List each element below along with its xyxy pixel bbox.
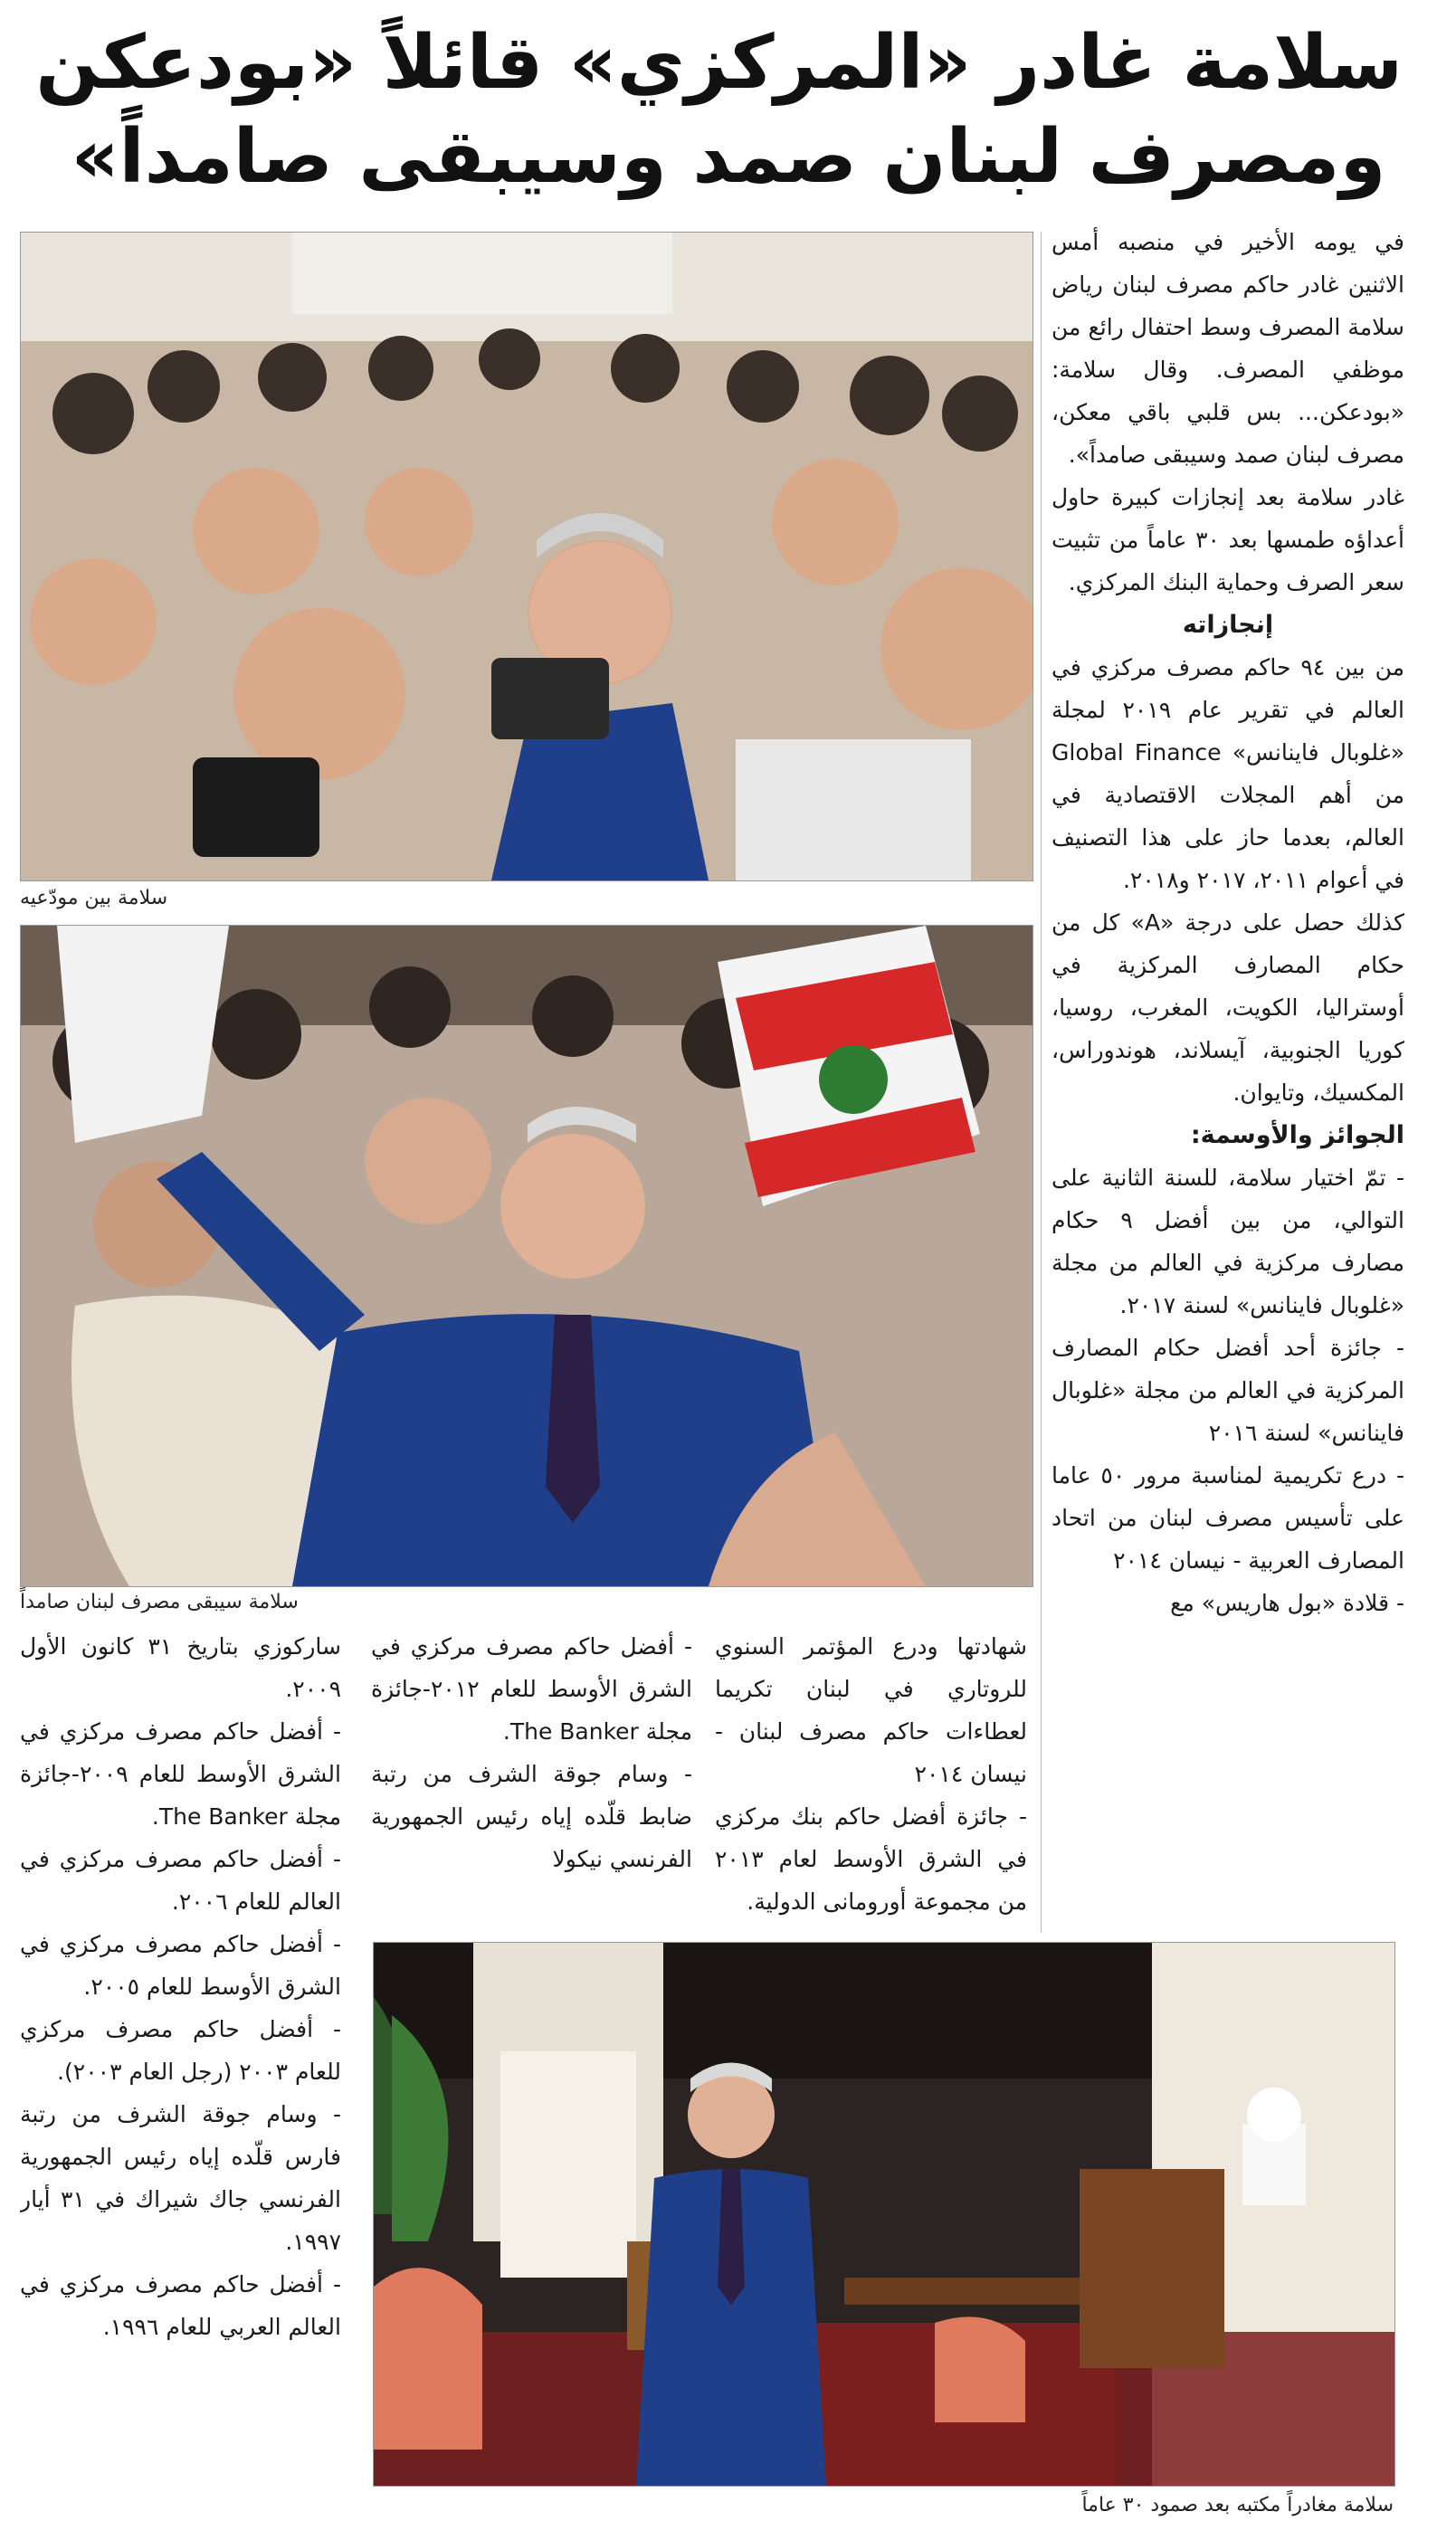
- right-paragraph-1: في يومه الأخير في منصبه أمس الاثنين غادر حاكم مصرف لبنان رياض سلامة المصرف وسط احتفال رائع من موظفي المصرف. وقال سلامة: «بودعكن... بس قلبي باقي معكن، مصرف لبنان صمد وسيبقى صامداً».: [1052, 229, 1404, 468]
- right-column: [1052, 221, 1404, 1922]
- headline: [35, 16, 1403, 205]
- crowd-photo-image: [21, 233, 1033, 880]
- achievements-heading: إنجازاته: [1182, 611, 1274, 639]
- award-2: - جائزة أحد أفضل حكام المصارف المركزية في العالم من مجلة «غلوبال فاينانس» لسنة ٢٠١٦: [1052, 1335, 1404, 1446]
- left-paragraph-7: - أفضل حاكم مصرف مركزي في العالم العربي للعام ١٩٩٦.: [20, 2271, 341, 2340]
- center-paragraph-1: - أفضل حاكم مصرف مركزي في الشرق الأوسط للعام ٢٠١٢-جائزة مجلة The Banker.: [371, 1633, 692, 1745]
- headline-line-2: ومصرف لبنان صمد وسيبقى صامداً»: [71, 114, 1386, 200]
- award-3: - درع تكريمية لمناسبة مرور ٥٠ عاما على تأسيس مصرف لبنان من اتحاد المصارف العربية - نيسان ٢٠١٤: [1052, 1462, 1404, 1574]
- caption-photo-crowd: سلامة بين مودّعيه: [20, 887, 168, 909]
- left-paragraph-3: - أفضل حاكم مصرف مركزي في العالم للعام ٢٠٠٦.: [20, 1846, 341, 1915]
- headline-line-1: سلامة غادر «المركزي» قائلاً «بودعكن: [35, 20, 1403, 106]
- office-photo-image: [374, 1943, 1394, 2486]
- middle-column: [715, 1625, 1027, 1924]
- left-paragraph-6: - وسام جوقة الشرف من رتبة فارس قلّده إياه رئيس الجمهورية الفرنسي جاك شيراك في ٣١ أيار ١٩٩٧.: [20, 2101, 341, 2255]
- center-column: [371, 1625, 692, 1924]
- photo-crowd: [20, 232, 1033, 881]
- left-paragraph-4: - أفضل حاكم مصرف مركزي في الشرق الأوسط للعام ٢٠٠٥.: [20, 1931, 341, 2000]
- middle-paragraph-2: - جائزة أفضل حاكم بنك مركزي في الشرق الأوسط لعام ٢٠١٣ من مجموعة أورومانى الدولية.: [715, 1803, 1027, 1915]
- middle-paragraph-1: شهادتها ودرع المؤتمر السنوي للروتاري في لبنان تكريما لعطاءات حاكم مصرف لبنان - نيسان ٢٠١٤: [715, 1633, 1027, 1787]
- photo-waving: [20, 925, 1033, 1587]
- left-column: [20, 1625, 341, 2512]
- left-paragraph-2: - أفضل حاكم مصرف مركزي في الشرق الأوسط للعام ٢٠٠٩-جائزة مجلة The Banker.: [20, 1718, 341, 1830]
- center-paragraph-2: - وسام جوقة الشرف من رتبة ضابط قلّده إياه رئيس الجمهورية الفرنسي نيكولا: [371, 1761, 692, 1872]
- left-paragraph-1: ساركوزي بتاريخ ٣١ كانون الأول ٢٠٠٩.: [20, 1633, 341, 1702]
- waving-photo-image: [21, 926, 1033, 1586]
- caption-photo-waving: سلامة سيبقى مصرف لبنان صامداً: [20, 1591, 299, 1613]
- awards-heading: الجوائز والأوسمة:: [1190, 1121, 1404, 1149]
- column-divider: [1041, 232, 1042, 1933]
- photo-office: [373, 1942, 1395, 2487]
- achievement-2: كذلك حصل على درجة «A» كل من حكام المصارف المركزية في أوستراليا، الكويت، المغرب، روسيا، كوريا الجنوبية، آيسلاند، هوندوراس، المكسيك، وتايوان.: [1052, 909, 1404, 1106]
- right-paragraph-2: غادر سلامة بعد إنجازات كبيرة حاول أعداؤه طمسها بعد ٣٠ عاماً من تثبيت سعر الصرف وحماية البنك المركزي.: [1052, 484, 1404, 595]
- achievement-1: من بين ٩٤ حاكم مصرف مركزي في العالم في تقرير عام ٢٠١٩ لمجلة «غلوبال فاينانس» Global Finance من أهم المجلات الاقتصادية في العالم، بعدما حاز على هذا التصنيف في أعوام ٢٠١١، ٢٠١٧ و٢٠١٨.: [1052, 654, 1404, 893]
- left-paragraph-5: - أفضل حاكم مصرف مركزي للعام ٢٠٠٣ (رجل العام ٢٠٠٣).: [20, 2016, 341, 2085]
- award-1: - تمّ اختيار سلامة، للسنة الثانية على التوالي، من بين أفضل ٩ حكام مصارف مركزية في العالم من مجلة «غلوبال فاينانس» لسنة ٢٠١٧.: [1052, 1165, 1404, 1318]
- caption-photo-office: سلامة مغادراً مكتبه بعد صمود ٣٠ عاماً: [1081, 2494, 1394, 2516]
- award-4: - قلادة «بول هاريس» مع: [1170, 1590, 1404, 1616]
